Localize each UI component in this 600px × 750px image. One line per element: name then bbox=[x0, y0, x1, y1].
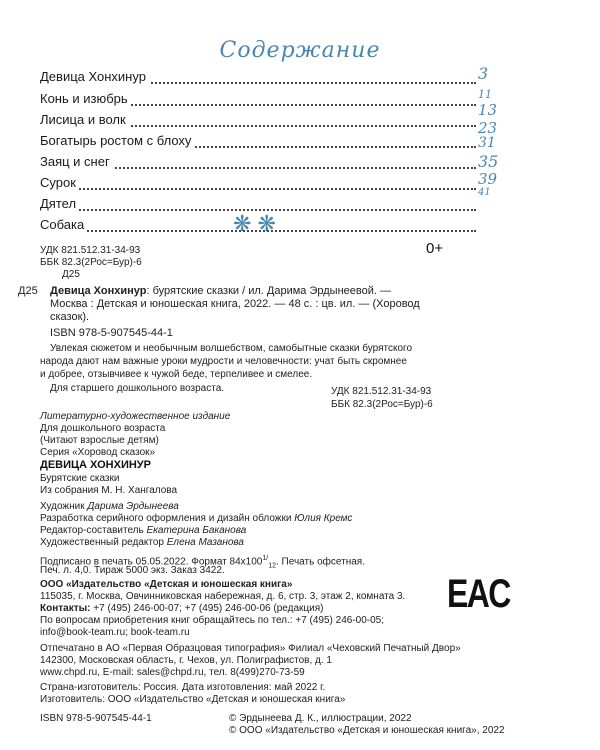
art-editor-line bbox=[40, 536, 244, 549]
format-fraction: 1/ bbox=[262, 555, 269, 562]
age-rating: 0+ bbox=[426, 240, 444, 257]
manufacturer: Изготовитель: ООО «Издательство «Детская и юношеская книга» bbox=[40, 694, 346, 705]
publisher-address: 115035, г. Москва, Овчинниковская набережная, д. 6, стр. 3, этаж 2, комната 3. bbox=[40, 591, 406, 602]
series: Серия «Хоровод сказок» bbox=[40, 447, 156, 458]
editor-name: Екатерина Баканова bbox=[146, 525, 247, 536]
toc-row bbox=[40, 172, 476, 194]
toc-row bbox=[40, 109, 476, 131]
toc-item-title: Девица Хонхинур bbox=[40, 69, 149, 84]
entry-line-3: сказок). bbox=[50, 311, 90, 323]
toc-page-number: 11 bbox=[478, 88, 492, 101]
book-subtitle: Бурятские сказки bbox=[40, 473, 120, 484]
purchase-info: По вопросам приобретения книг обращайтесь по тел.: +7 (495) 246-00-05; bbox=[40, 615, 385, 626]
toc-item-title: Дятел bbox=[40, 196, 79, 211]
toc-leader bbox=[40, 230, 476, 232]
catalog-entry bbox=[50, 285, 460, 298]
entry-line-2: Москва : Детская и юношеская книга, 2022. — 48 с. : цв. ил. — (Хоровод bbox=[50, 298, 420, 310]
isbn-bottom: ISBN 978-5-907545-44-1 bbox=[40, 713, 152, 724]
editor-label: Редактор-составитель bbox=[40, 525, 144, 536]
toc-item-title: Лисица и волк bbox=[40, 112, 129, 127]
design-label: Разработка серийного оформления и дизайн обложки bbox=[40, 513, 292, 524]
print-sheets: Печ. л. 4,0. Тираж 5000 экз. Заказ 3422. bbox=[40, 565, 225, 576]
toc-item-title: Собака bbox=[40, 217, 87, 232]
annotation-line: и добрее, отзывчивее к чужой беде, терпеливее и смелее. bbox=[40, 369, 313, 380]
toc-page-number: 3 bbox=[478, 64, 489, 83]
copyright: © Эрдынеева Д. К., иллюстрации, 2022 bbox=[229, 713, 412, 724]
annotation-line: народа дают нам важные уроки мудрости и человечности: учат быть скромнее bbox=[40, 356, 407, 367]
toc-page-number: 35 bbox=[478, 152, 499, 171]
entry-line-1: : бурятские сказки / ил. Дарима Эрдынеевой. — bbox=[146, 285, 391, 297]
collection: Из собрания М. Н. Хангалова bbox=[40, 485, 178, 496]
audience: Для дошкольного возраста bbox=[40, 423, 166, 434]
toc-leader bbox=[40, 188, 476, 190]
artist-label: Художник bbox=[40, 501, 85, 512]
printed-by: Отпечатано в АО «Первая Образцовая типография» Филиал «Чеховский Печатный Двор» bbox=[40, 643, 461, 654]
toc-page-number: 41 bbox=[478, 187, 491, 198]
toc-row bbox=[40, 88, 476, 110]
format-subscript: 12 bbox=[268, 562, 276, 570]
art-editor-name: Елена Мазанова bbox=[166, 537, 244, 548]
printer-web: www.chpd.ru, E-mail: sales@chpd.ru, тел. 8(499)270-73-59 bbox=[40, 667, 305, 678]
publisher-web: info@book-team.ru; book-team.ru bbox=[40, 627, 190, 638]
annotation-line: Для старшего дошкольного возраста. bbox=[50, 383, 225, 394]
eac-mark: EAC bbox=[447, 572, 510, 616]
toc-item-title: Богатырь ростом с блоху bbox=[40, 133, 194, 148]
toc-page-number: 39 bbox=[478, 170, 498, 188]
toc-page-number: 23 bbox=[478, 119, 498, 137]
designer-name: Юлия Кремс bbox=[294, 513, 353, 524]
ornament-icon: ❋ ❋ bbox=[233, 211, 276, 236]
toc-title: Содержание bbox=[219, 38, 381, 63]
toc-leader bbox=[40, 209, 476, 211]
entry-code: Д25 bbox=[18, 285, 38, 297]
toc-item-title: Заяц и снег bbox=[40, 154, 113, 169]
bbk-code: ББК 82.3(2Рос=Бур)-6 bbox=[331, 399, 433, 410]
contacts-label: Контакты: bbox=[40, 603, 91, 614]
art-editor-label: Художественный редактор bbox=[40, 537, 164, 548]
print-type: . Печать офсетная. bbox=[276, 556, 365, 568]
author-mark: Д25 bbox=[62, 269, 80, 280]
toc-row bbox=[40, 151, 476, 173]
publisher: ООО «Издательство «Детская и юношеская книга» bbox=[40, 579, 293, 590]
copyright: © ООО «Издательство «Детская и юношеская книга», 2022 bbox=[229, 725, 505, 736]
toc-page-number: 13 bbox=[478, 101, 498, 119]
toc-item-title: Сурок bbox=[40, 175, 79, 190]
udk-code: УДК 821.512.31-34-93 bbox=[331, 386, 432, 397]
entry-title: Девица Хонхинур bbox=[50, 285, 147, 297]
audience-note: (Читают взрослые детям) bbox=[40, 435, 159, 446]
toc-page-number: 31 bbox=[478, 135, 496, 151]
artist-name: Дарима Эрдынеева bbox=[87, 501, 179, 512]
bbk-code: ББК 82.3(2Рос=Бур)-6 bbox=[40, 257, 142, 268]
annotation-line: Увлекая сюжетом и необычным волшебством, самобытные сказки бурятского bbox=[50, 343, 413, 354]
isbn: ISBN 978-5-907545-44-1 bbox=[50, 327, 173, 339]
toc-item-title: Конь и изюбрь bbox=[40, 91, 131, 106]
toc-row bbox=[40, 66, 476, 88]
book-title: ДЕВИЦА ХОНХИНУР bbox=[40, 459, 151, 471]
genre: Литературно-художественное издание bbox=[40, 411, 231, 422]
signed-text: Подписано в печать 05.05.2022. Формат 84х100 bbox=[40, 556, 263, 568]
contacts: +7 (495) 246-00-07; +7 (495) 246-00-06 (редакция) bbox=[90, 603, 324, 614]
printer-address: 142300, Московская область, г. Чехов, ул. Полиграфистов, д. 1 bbox=[40, 655, 332, 666]
toc-row bbox=[40, 130, 476, 152]
udk-code: УДК 821.512.31-34-93 bbox=[40, 245, 141, 256]
country: Страна-изготовитель: Россия. Дата изготовления: май 2022 г. bbox=[40, 682, 326, 693]
